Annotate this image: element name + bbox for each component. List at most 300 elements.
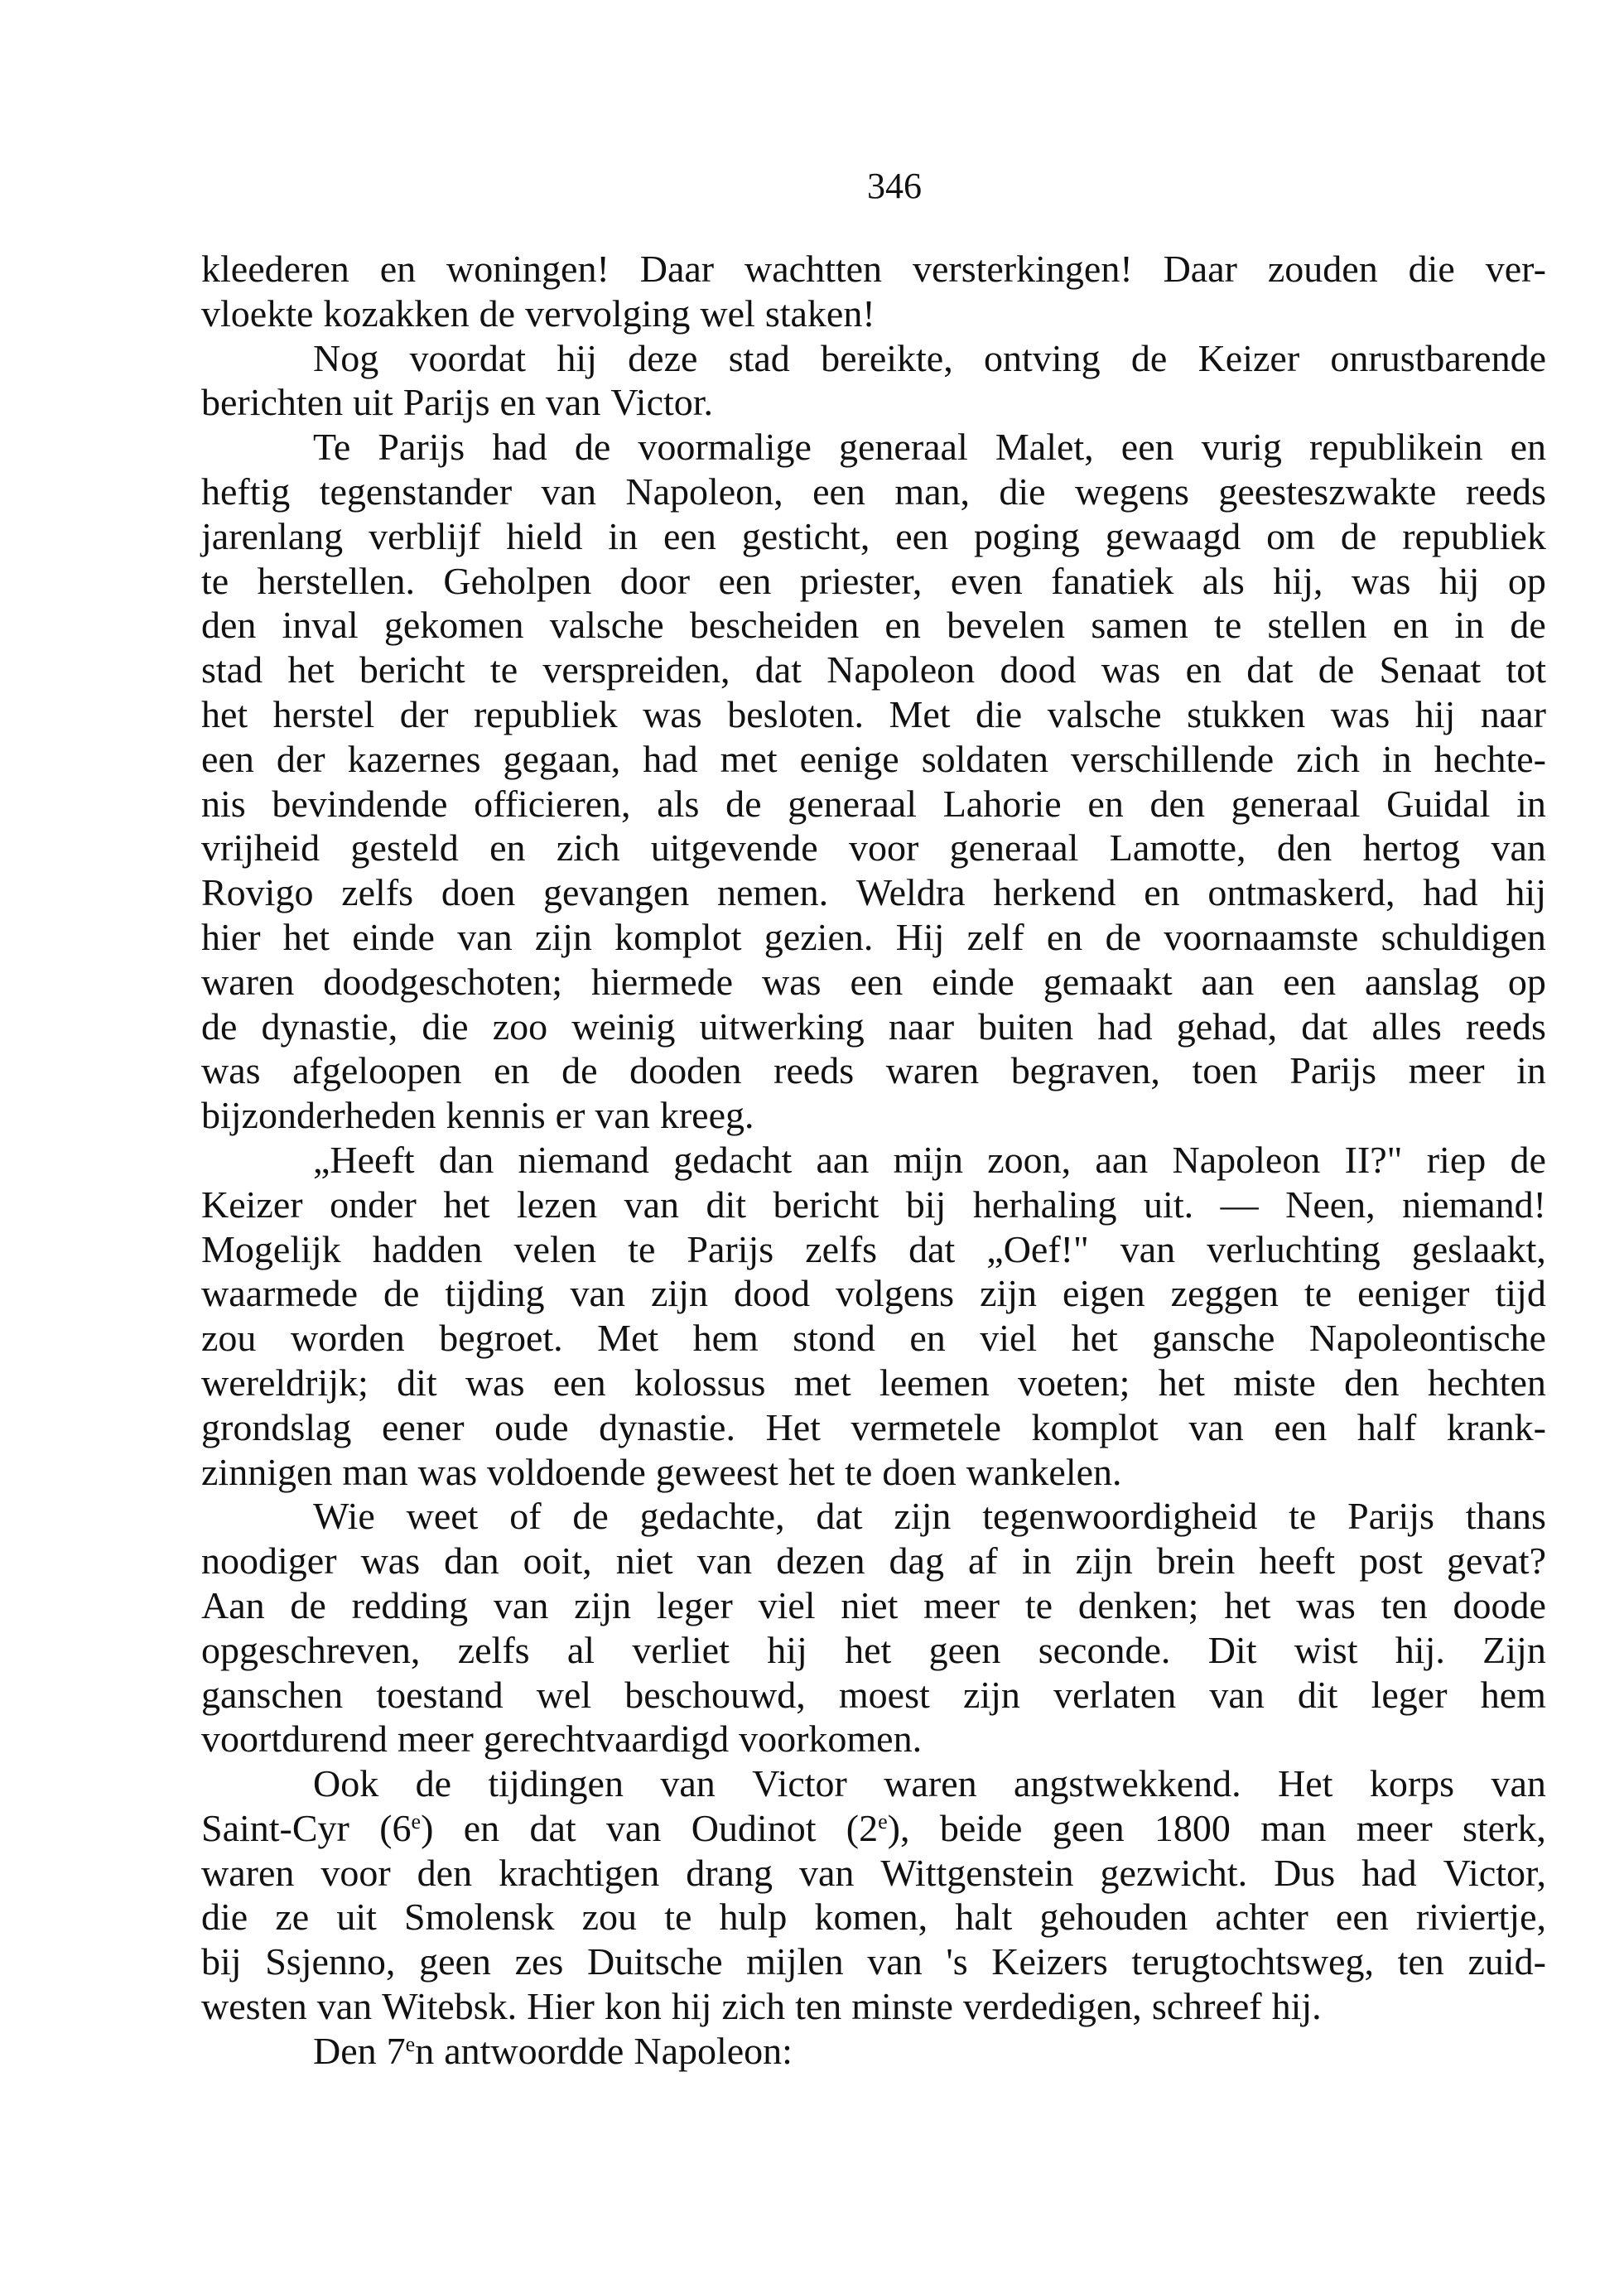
word: niemand! [1402,1183,1546,1226]
word: voeten; [1018,1361,1130,1404]
word: Aan [201,1583,265,1626]
word: vrijheid [201,826,320,870]
word: zoo [492,1005,548,1048]
word: zouden [1267,248,1378,290]
word: te [845,1450,873,1493]
word: stukken [1187,692,1306,735]
word: had [1361,1851,1417,1894]
word: ten [1397,1940,1444,1983]
word: Hier [527,1985,595,2028]
word: Het [765,1405,821,1448]
word: voor [320,1851,391,1894]
word: dood [733,1272,810,1315]
word: versterkingen! [912,248,1133,290]
word: dan [438,1138,494,1181]
word: vloekte [201,292,314,335]
text-line [201,1361,1546,1405]
word: de [561,1049,598,1092]
word: toestand [376,1673,504,1716]
word: afgeloopen [292,1049,462,1092]
word: Weldra [855,871,966,914]
word: hiermede [590,960,734,1003]
word: worden [290,1317,405,1360]
text-line [201,1895,1546,1939]
text-line [201,336,1546,381]
word: hij, [1273,559,1323,602]
word: het [788,1450,836,1493]
word: van [624,1183,679,1226]
word: dit [706,1183,747,1226]
word: generaal [1231,782,1361,825]
word: Keizer [1198,336,1300,379]
text-line [201,1851,1546,1896]
word: eeniger [1357,1272,1470,1315]
word: zelfs [457,1628,530,1671]
word: terugtochtsweg, [1131,1940,1374,1983]
word: van [798,1851,855,1894]
text-line [201,425,1546,470]
word: van [1120,1227,1176,1270]
word: te [1214,604,1242,647]
word: bij [201,1940,242,1983]
word: begraven, [1010,1049,1160,1092]
word: poging [974,514,1080,557]
word: het [282,915,330,958]
text-line [201,1227,1546,1272]
text-line [201,915,1546,960]
word: zoon, [987,1138,1072,1181]
word: beschouwd, [624,1673,806,1716]
word: de [415,1762,452,1805]
word: de [1318,648,1355,691]
word: kreeg. [659,1094,754,1137]
word: het [1224,1583,1271,1626]
word: van [867,1940,923,1983]
word: wel [536,1673,592,1716]
word: hij [767,1628,807,1671]
word: van [545,381,601,424]
word: eener [382,1405,465,1448]
word: republiek [473,692,618,735]
word: priester, [799,559,923,602]
word: gekomen [383,604,524,647]
word: valsche [1047,692,1162,735]
word: half [1357,1405,1417,1448]
word: de [201,1005,238,1048]
word: hield [506,514,583,557]
word: gansche [1152,1317,1275,1360]
word: gemaakt [1043,960,1173,1003]
word: opgeschreven, [201,1628,421,1671]
word: toen [1192,1049,1258,1092]
word: kazernes [347,737,481,780]
word: schuldigen [1381,915,1546,958]
word: gezien. [764,915,874,958]
word: alles [1371,1005,1442,1048]
word: had [492,426,547,469]
word: herkend [993,871,1116,914]
word: meer [397,1718,474,1761]
word: de [479,292,516,335]
word: dat [529,1806,576,1849]
word: soldaten [921,737,1048,780]
word: en [1144,871,1180,914]
text-line [201,1806,1546,1851]
word: reeds [773,1049,855,1092]
word: man, [894,470,971,513]
word: schreef [1151,1985,1262,2028]
word: redding [351,1583,469,1626]
word: hij [1414,692,1456,735]
word: samen [1091,604,1188,647]
word: tijd [1495,1272,1546,1315]
word: „Heeft [313,1138,415,1181]
word: hij. [1395,1628,1445,1671]
word: in [1021,1539,1052,1583]
word: lezen [517,1183,598,1226]
word: Malet, [995,426,1094,469]
word: Parijs [1347,1495,1434,1538]
text-line [201,1005,1546,1049]
word: verlaten [1053,1673,1177,1716]
word: westen [201,1985,307,2028]
word: kleederen [201,248,349,290]
word: tot [1506,648,1546,691]
word: en [1087,782,1124,825]
word: de [1130,336,1168,379]
word: komplot [614,915,742,958]
word: 1800 [1154,1806,1231,1849]
word: buiten [978,1005,1074,1048]
word: zes [514,1940,564,1983]
word: man [342,1450,408,1493]
word: herstel [272,692,375,735]
word: in [1516,782,1546,825]
word: een [1120,426,1174,469]
word: ten [1381,1583,1428,1626]
word: hadden [372,1227,483,1270]
word: denken; [1077,1583,1199,1626]
word: uit [353,381,393,424]
word: krank- [1446,1405,1546,1448]
word: hij [1506,871,1546,914]
word: grondslag [201,1405,352,1448]
word: een [1274,1405,1328,1448]
word: moest [838,1673,930,1716]
word: krachtigen [499,1851,660,1894]
word: even [950,559,1023,602]
word: uitwerking [699,1005,865,1048]
word: Met [597,1317,659,1360]
word: minste [851,1985,953,2028]
word: of [509,1495,542,1538]
word: een [895,514,949,557]
word: en [1185,648,1222,691]
word: mijlen [746,1940,844,1983]
word: met [720,737,778,780]
word: zijn [650,1272,708,1315]
word: weet [406,1495,479,1538]
word: Senaat [1379,648,1482,691]
text-line [201,470,1546,514]
text-line [201,826,1546,870]
word: bereikte, [821,336,953,379]
word: Geholpen [443,559,592,602]
word: zou [201,1317,257,1360]
word: kennis [446,1094,546,1137]
text-line [201,1539,1546,1583]
word: hulp [719,1896,788,1939]
word: die [1408,248,1455,290]
word: beide [939,1806,1023,1849]
word: dynastie. [599,1405,735,1448]
word: Parijs [378,426,465,469]
word: zuid- [1467,1940,1546,1983]
word: als [1202,559,1245,602]
word: dat [1301,1005,1348,1048]
word: berichten [201,381,344,424]
word: Oudinot [691,1806,817,1849]
word: op [1507,960,1546,1003]
word: ganschen [201,1673,344,1716]
word: angstwekkend. [1014,1762,1241,1805]
word: was [201,1049,261,1092]
word: nis [201,782,246,825]
word: en [499,381,536,424]
word: naar [1480,692,1546,735]
word: bevindende [272,782,448,825]
text-line [201,737,1546,782]
word: komen, [814,1896,928,1939]
word: een [1335,1896,1389,1939]
word: Victor [752,1762,847,1805]
word: Dus [1274,1851,1336,1894]
word: Parijs [1289,1049,1377,1092]
word: Daar [639,248,715,290]
word: aanslag [1365,960,1479,1003]
word: hier [201,915,261,958]
word: de [290,1583,326,1626]
word: in [1381,737,1412,780]
word: nemen. [717,871,829,914]
word: Den [313,2029,377,2072]
word: den [417,1851,473,1894]
word: onder [330,1183,417,1226]
word: en [379,248,417,290]
word: die [201,1896,248,1939]
word: en [489,826,526,870]
word: riep [1426,1138,1487,1181]
word: was [1296,1583,1356,1626]
word: Parijs [402,381,490,424]
text-line [201,648,1546,692]
word: der [276,737,325,780]
word: gewaagd [1105,514,1241,557]
word: Guidal [1386,782,1491,825]
word: niet [615,1539,673,1583]
word: leger [656,1583,733,1626]
word: gezwicht. [1100,1851,1248,1894]
word: gegaan, [503,737,621,780]
word: (6e) [379,1806,434,1849]
text-line [201,1271,1546,1316]
word: dat [754,648,802,691]
word: van [493,1583,549,1626]
word: zijn [574,1583,632,1626]
word: oude [494,1405,569,1448]
word: een [552,1361,606,1404]
word: Smolensk [404,1896,555,1939]
word: tegenwoordigheid [982,1495,1258,1538]
word: geweest [655,1450,778,1493]
word: bescheiden [689,604,860,647]
word: bijzonderheden [201,1094,436,1137]
word: te [489,648,518,691]
word: geen [419,1940,491,1983]
text-line [201,1717,1546,1761]
word: naar [888,1005,955,1048]
word: thans [1465,1495,1546,1538]
word: zelfs [341,871,414,914]
word: de [1105,915,1141,958]
word: vurig [1201,426,1282,469]
word: dan [444,1539,499,1583]
word: doen [441,871,516,914]
word: Hij [895,915,945,958]
word: had [643,737,698,780]
text-line [201,1183,1546,1227]
word: doode [1453,1583,1546,1626]
word: bericht [359,648,465,691]
text-line [201,1939,1546,1984]
word: een [201,737,254,780]
text-line [201,2029,1546,2074]
word: deze [628,336,698,379]
word: Te [313,426,351,469]
word: bij [905,1183,947,1226]
word: was [360,1539,421,1583]
word: geslaakt, [1411,1227,1546,1270]
word: zijn [980,1272,1038,1315]
word: zijn [534,915,592,958]
text-line [201,603,1546,648]
word: van [1209,1673,1265,1716]
word: riviertje, [1415,1896,1546,1939]
word: gedacht [673,1138,793,1181]
word: hechten [1427,1361,1546,1404]
word: te [628,1227,656,1270]
word: wist [1294,1628,1358,1671]
word: meer [923,1583,1000,1626]
word: eenige [799,737,899,780]
word: niet [841,1583,899,1626]
word: gehad, [1176,1005,1278,1048]
word: fanatiek [1051,559,1174,602]
word: had [1423,871,1478,914]
word: drang [686,1851,773,1894]
word: Lahorie [942,782,1062,825]
word: Mogelijk [201,1227,341,1270]
word: Ook [313,1762,379,1805]
word: gerechtvaardigd [483,1718,730,1761]
word: uit [336,1896,377,1939]
word: was [1101,648,1161,691]
word: aan [1201,960,1255,1003]
word: dynastie, [261,1005,398,1048]
word: volgens [835,1272,955,1315]
word: reeds [1465,470,1546,513]
word: te [1289,1495,1317,1538]
word: gesteld [350,826,459,870]
word: was [465,1361,525,1404]
word: Nog [313,336,379,379]
word: voormalige [638,426,812,469]
word: er [555,1094,586,1137]
text-line [201,1405,1546,1450]
word: dooden [629,1049,742,1092]
word: der [399,692,449,735]
text-line [201,1761,1546,1806]
word: had [1097,1005,1153,1048]
word: II?" [1344,1138,1403,1181]
word: hertog [1362,826,1461,870]
word: was [1351,559,1411,602]
text-line [201,692,1546,737]
text-line [201,1583,1546,1628]
word: gehouden [1039,1896,1188,1939]
word: dat [1246,648,1294,691]
word: die [999,470,1046,513]
word: op [1507,559,1546,602]
word: 7en [386,2029,435,2072]
word: en [1046,915,1083,958]
word: Met [889,692,951,735]
word: van [570,1272,625,1315]
word: een [718,559,772,602]
word: tegenstander [319,470,513,513]
word: — [1220,1183,1259,1226]
word: verschillende [1070,737,1275,780]
word: Wittgenstein [880,1851,1074,1894]
word: door [619,559,691,602]
word: het [845,1628,892,1671]
word: tijding [445,1272,545,1315]
word: generaal [838,426,968,469]
word: verluchting [1207,1227,1381,1270]
word: miste [1233,1361,1316,1404]
word: als [657,782,700,825]
word: voor [848,826,919,870]
page-number: 346 [867,166,922,206]
word: wegens [1075,470,1189,513]
word: te [664,1896,692,1939]
word: antwoordde [444,2029,624,2072]
word: eigen [1063,1272,1145,1315]
word: reeds [1465,1005,1546,1048]
word: wereldrijk; [201,1361,369,1404]
word: meer [1356,1806,1433,1849]
word: einde [932,960,1014,1003]
word: den [1149,782,1205,825]
word: die [976,692,1023,735]
word: besloten. [727,692,864,735]
word: kozakken [323,292,470,335]
word: van [1491,1762,1546,1805]
word: Napoleontische [1308,1317,1546,1360]
word: zijn [894,1495,952,1538]
word: post [1359,1539,1423,1583]
word: meer [1408,1049,1485,1092]
